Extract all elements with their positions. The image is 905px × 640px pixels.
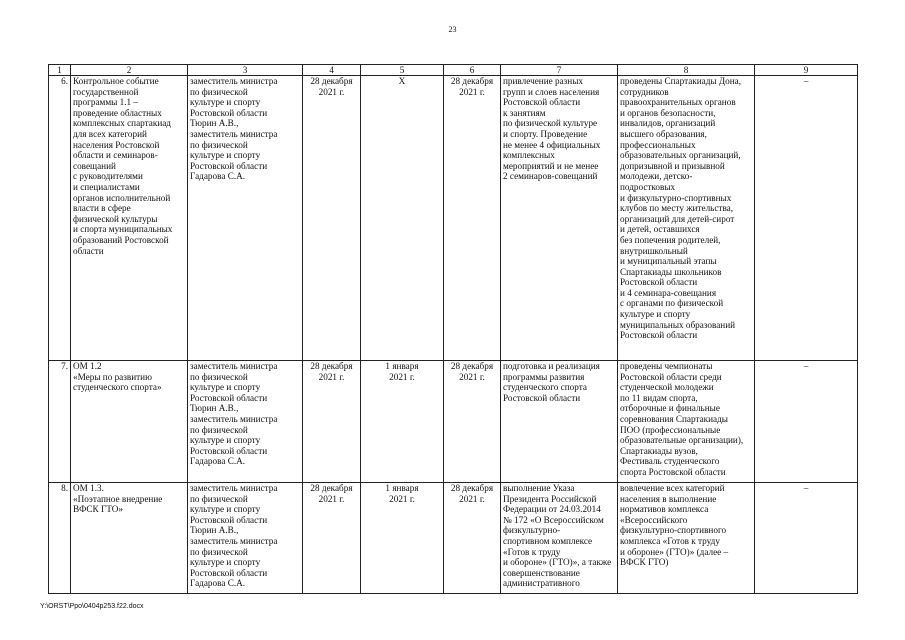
row-number: 8. <box>49 483 71 594</box>
responsible-cell: заместитель министра по физической культуре и спорту Ростовской области Тюрин А.В., заместитель министра по физической культуре и спорту Ростовской области Гадарова С.А. <box>188 483 303 594</box>
actual-result-cell: вовлечение всех категорий населения в выполнение нормативов комплекса «Всероссийского физкультурно-спортивного комплекса «Готов к труду и обороне» (ГТО)» (далее – ВФСК ГТО) <box>618 483 755 594</box>
plan-table <box>48 64 858 594</box>
event-name-cell: ОМ 1.2 «Меры по развитию студенческого спорта» <box>71 361 188 483</box>
row-number: 6. <box>49 76 71 361</box>
header-cell: 2 <box>71 65 188 76</box>
event-name-cell: ОМ 1.3. «Поэтапное внедрение ВФСК ГТО» <box>71 483 188 594</box>
date-cell: 28 декабря 2021 г. <box>444 76 501 361</box>
date-cell: 28 декабря 2021 г. <box>303 361 361 483</box>
table-row <box>49 76 858 361</box>
date-cell: 28 декабря 2021 г. <box>303 483 361 594</box>
header-cell: 7 <box>501 65 618 76</box>
responsible-cell: заместитель министра по физической культуре и спорту Ростовской области Тюрин А.В., заместитель министра по физической культуре и спорту Ростовской области Гадарова С.А. <box>188 76 303 361</box>
header-cell: 5 <box>361 65 444 76</box>
header-cell: 1 <box>49 65 71 76</box>
date-cell: 1 января 2021 г. <box>361 483 444 594</box>
header-cell: 3 <box>188 65 303 76</box>
table-row <box>49 361 858 483</box>
header-cell: 4 <box>303 65 361 76</box>
column-number-row <box>49 65 858 76</box>
file-path-footer: Y:\ORST\Ppo\0404p253.f22.docx <box>40 603 144 610</box>
table-row <box>49 483 858 594</box>
notes-cell: – <box>755 361 858 483</box>
planned-result-cell: подготовка и реализация программы развития студенческого спорта Ростовской области <box>501 361 618 483</box>
date-cell: 28 декабря 2021 г. <box>444 361 501 483</box>
date-cell: Х <box>361 76 444 361</box>
planned-result-cell: выполнение Указа Президента Российской Федерации от 24.03.2014 № 172 «О Всероссийском физкультурно- спортивном комплексе «Готов к труду и обороне» (ГТО)», а также совершенствование административного <box>501 483 618 594</box>
notes-cell: – <box>755 76 858 361</box>
planned-result-cell: привлечение разных групп и слоев населения Ростовской области к занятиям по физической культуре и спорту. Проведение не менее 4 официальных комплексных мероприятий и не менее 2 семинаров-совещаний <box>501 76 618 361</box>
header-cell: 9 <box>755 65 858 76</box>
date-cell: 28 декабря 2021 г. <box>444 483 501 594</box>
row-number: 7. <box>49 361 71 483</box>
header-cell: 6 <box>444 65 501 76</box>
responsible-cell: заместитель министра по физической культуре и спорту Ростовской области Тюрин А.В., заместитель министра по физической культуре и спорту Ростовской области Гадарова С.А. <box>188 361 303 483</box>
actual-result-cell: проведены Спартакиады Дона, сотрудников правоохранительных органов и органов безопасности, инвалидов, организаций высшего образования, профессиональных образовательных организаций, допризывной и призывной молодежи, детско- подростковых и физкультурно-спортивных клубов по месту жительства, организаций для детей-сирот и детей, оставшихся без попечения родителей, внутришкольный и муниципальный этапы Спартакиады школьников Ростовской области и 4 семинара-совещания с органами по физической культуре и спорту муниципальных образований Ростовской области <box>618 76 755 361</box>
date-cell: 1 января 2021 г. <box>361 361 444 483</box>
header-cell: 8 <box>618 65 755 76</box>
page-number: 23 <box>448 25 457 34</box>
actual-result-cell: проведены чемпионаты Ростовской области среди студенческой молодежи по 11 видам спорта, отборочные и финальные соревнования Спартакиады ПОО (профессиональные образовательные организации), Спартакиады вузов, Фестиваль студенческого спорта Ростовской области <box>618 361 755 483</box>
date-cell: 28 декабря 2021 г. <box>303 76 361 361</box>
event-name-cell: Контрольное событие государственной программы 1.1 – проведение областных комплексных спартакиад для всех категорий населения Ростовской области и семинаров- совещаний с руководителями и специалистами органов исполнительной власти в сфере физической культуры и спорта муниципальных образований Ростовской области <box>71 76 188 361</box>
notes-cell: – <box>755 483 858 594</box>
